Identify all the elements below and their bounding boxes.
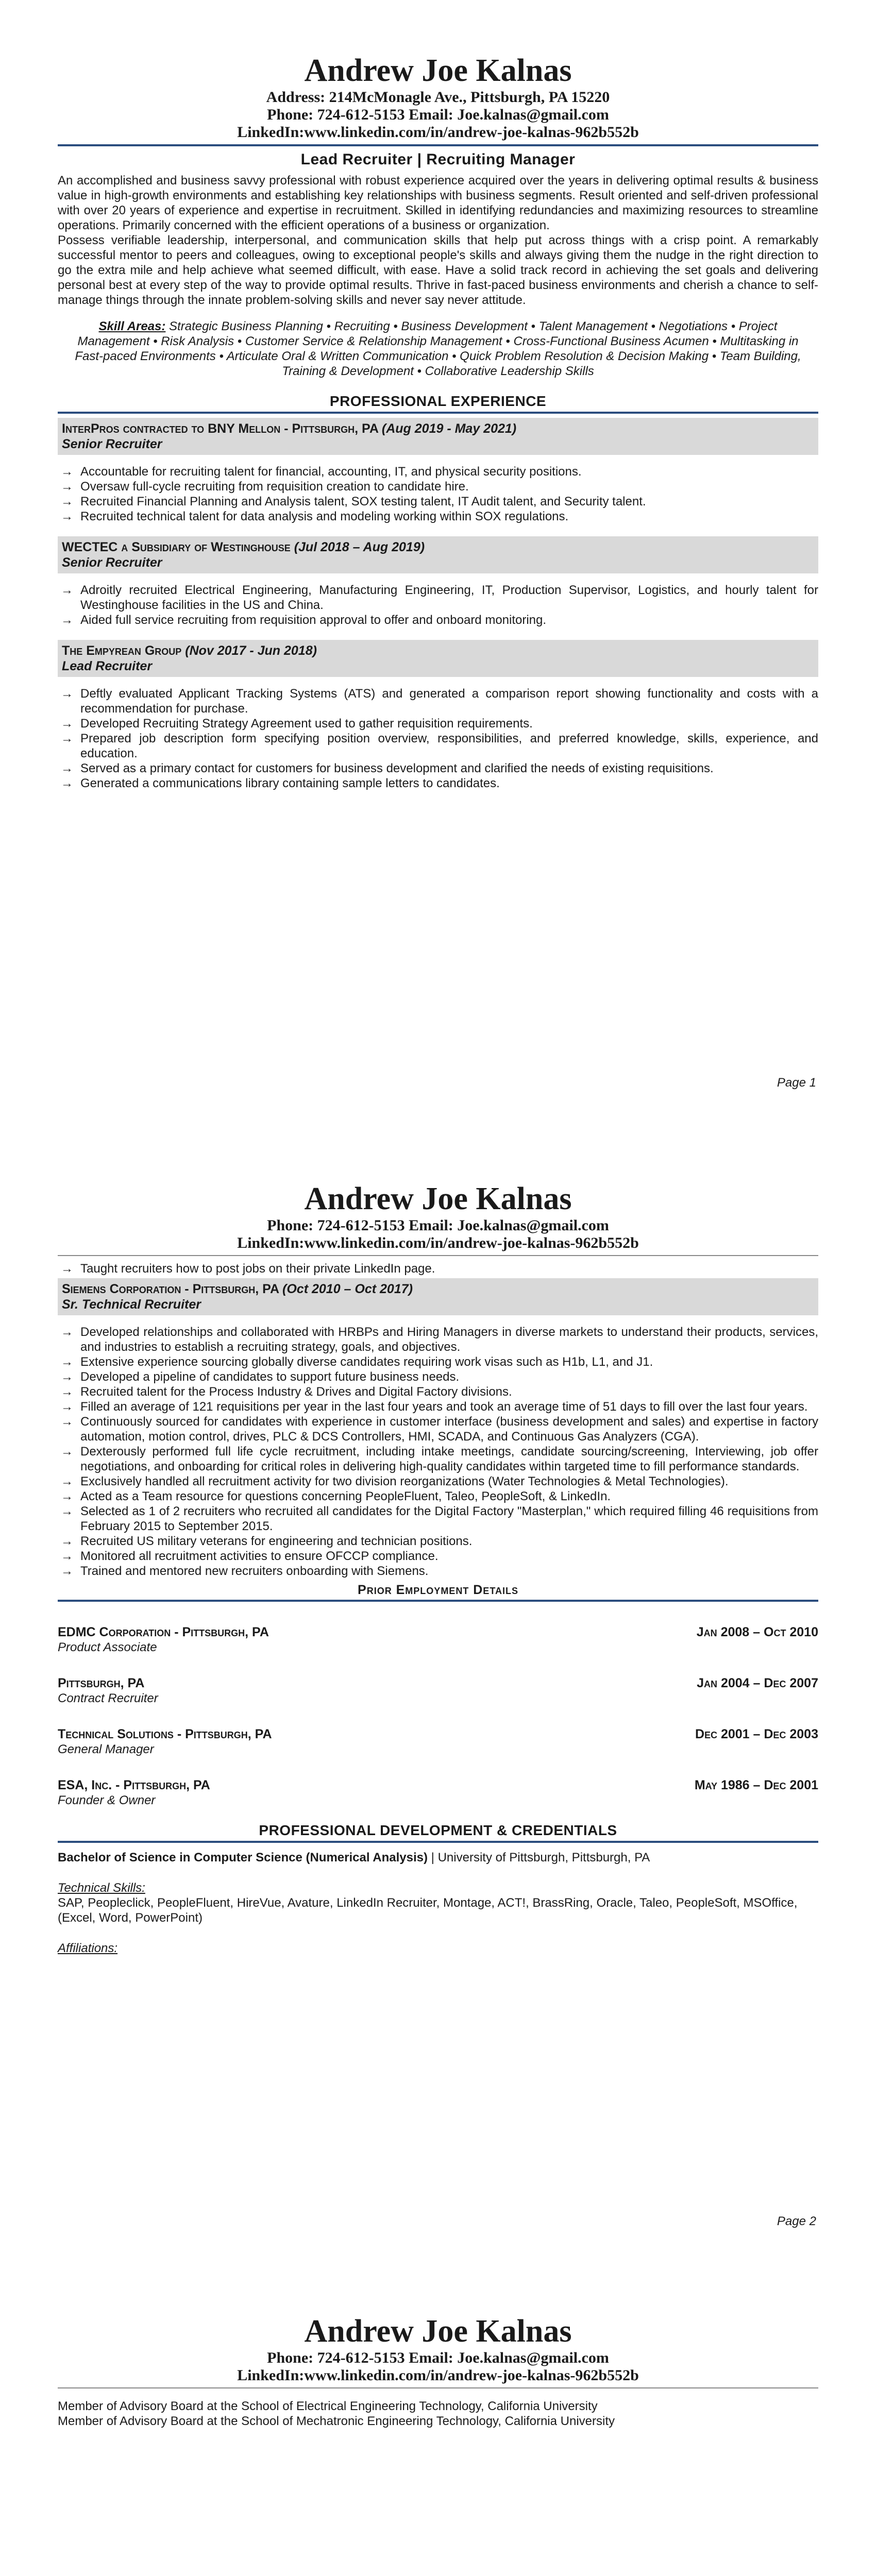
list-item: → Monitored all recruitment activities to ensure OFCCP compliance. [61, 1549, 439, 1563]
address: Address: 214McMonagle Ave., Pittsburgh, PA 15220 [266, 89, 610, 106]
job-role: Senior Recruiter [62, 555, 162, 570]
list-item: → Developed relationships and collaborated with HRBPs and Hiring Managers in diverse markets to understand their products, services, and industries to establish a recruiting strategy, goals, and objectives. [61, 1325, 818, 1354]
section-rule [58, 1600, 818, 1602]
job-employer: WECTEC a Subsidiary of Westinghouse [62, 540, 291, 554]
prior-company: Technical Solutions - Pittsburgh, PA [58, 1727, 272, 1741]
page-number: Page 1 [777, 1076, 816, 1090]
technical-skills-label: Technical Skills: [58, 1881, 145, 1895]
degree [58, 1850, 818, 1865]
summary-paragraph: Possess verifiable leadership, interpersonal, and communication skills that help put across things with a crisp point. A remarkably successful mentor to peers and colleagues, owing to exceptional people's skills and always giving them the nudge in the right direction to go the extra mile and help achieve what seemed difficult, with ease. Have a solid track record in achieving the set goals and delivering personal best at every step of the way to provide optimal results. Thrive in fast-paced business environments and cherish a chance to self-manage things through the innate problem-solving skills and never say never attitude. [58, 233, 818, 307]
prior-dates: Dec 2001 – Dec 2003 [695, 1727, 818, 1741]
resume-title: Lead Recruiter | Recruiting Manager [300, 151, 576, 168]
job-employer: InterPros contracted to BNY Mellon - Pittsburgh, PA [62, 421, 378, 436]
phone-email: Phone: 724-612-5153 Email: Joe.kalnas@gmail.com [267, 2349, 609, 2366]
prior-dates: Jan 2004 – Dec 2007 [697, 1676, 818, 1690]
list-item: → Extensive experience sourcing globally diverse candidates requiring work visas such as H1b, L1, and J1. [61, 1355, 653, 1369]
list-item [58, 1675, 818, 1706]
job-bullets [58, 1261, 818, 1276]
candidate-name: Andrew Joe Kalnas [304, 2314, 572, 2349]
job-role: Senior Recruiter [62, 437, 162, 451]
prior-role: Product Associate [58, 1640, 157, 1654]
summary-paragraph: An accomplished and business savvy professional with robust experience acquired over the years in delivering optimal results & business value in high-growth environments and establishing key relationships with business segments. Result oriented and self-driven professional with over 20 years of experience and expertise in recruitment. Skilled in identifying redundancies and maximizing resources to streamline operations. Primarily concerned with the efficient operations of a business or organization. [58, 174, 818, 232]
list-item: → Acted as a Team resource for questions concerning PeopleFluent, Taleo, PeopleSoft, & LinkedIn. [61, 1489, 611, 1503]
job-dates: (Jul 2018 – Aug 2019) [294, 540, 425, 554]
job-bullets [58, 1325, 818, 1579]
header-rule [58, 144, 818, 146]
degree-school: | University of Pittsburgh, Pittsburgh, PA [428, 1851, 650, 1865]
phone-email: Phone: 724-612-5153 Email: Joe.kalnas@gmail.com [267, 106, 609, 123]
list-item: → Recruited technical talent for data analysis and modeling working within SOX regulations. [61, 510, 569, 523]
job-header [58, 640, 818, 677]
list-item: → Taught recruiters how to post jobs on their private LinkedIn page. [61, 1262, 435, 1276]
prior-company: ESA, Inc. - Pittsburgh, PA [58, 1778, 210, 1792]
list-item: → Accountable for recruiting talent for financial, accounting, IT, and physical security positions. [61, 465, 582, 479]
credentials-title: PROFESSIONAL DEVELOPMENT & CREDENTIALS [259, 1822, 617, 1838]
list-item: → Dexterously performed full life cycle recruitment, including intake meetings, candidate sourcing/screening, Interviewing, job offer negotiations, and onboarding for critical roles in delivering high-quality candidates within targeted time to fill performance standards. [61, 1445, 818, 1473]
list-item: → Filled an average of 121 requisitions per year in the last four years and took an average time of 51 days to fill over the last four years. [61, 1400, 808, 1414]
job-dates: (Oct 2010 – Oct 2017) [282, 1282, 413, 1296]
list-item: → Developed a pipeline of candidates to support future business needs. [61, 1370, 460, 1384]
job-bullets [58, 583, 818, 628]
list-item: → Recruited US military veterans for engineering and technician positions. [61, 1534, 473, 1548]
skill-areas-label: Skill Areas: [98, 319, 166, 333]
affiliations-label: Affiliations: [58, 1941, 118, 1955]
job-header [58, 1278, 818, 1315]
list-item: → Served as a primary contact for customers for business development and clarified the needs of existing requisitions. [61, 761, 714, 775]
linkedin: LinkedIn:www.linkedin.com/in/andrew-joe-kalnas-962b552b [237, 124, 639, 141]
list-item: → Exclusively handled all recruitment activity for two division reorganizations (Water Technologies & Metal Technologies). [61, 1475, 729, 1488]
job-header [58, 418, 818, 455]
affiliations-list [58, 2399, 818, 2429]
prior-employment-title: Prior Employment Details [358, 1583, 518, 1597]
list-item: → Oversaw full-cycle recruiting from requisition creation to candidate hire. [61, 480, 469, 494]
job-dates: (Aug 2019 - May 2021) [381, 421, 517, 436]
header-rule [58, 2387, 818, 2388]
list-item [58, 1726, 818, 1757]
prior-role: Founder & Owner [58, 1793, 156, 1807]
skill-areas-text: Strategic Business Planning • Recruiting • Business Development • Talent Management • Negotiations • Project Management • Risk Analysis • Customer Service & Relationship Management • Cross-Functional Business Acumen • Multitasking in Fast-paced Environments • Articulate Oral & Written Communication • Quick Problem Resolution & Decision Making • Team Building, Training & Development • Collaborative Leadership Skills [75, 319, 801, 378]
job-bullets [58, 464, 818, 524]
prior-company: Pittsburgh, PA [58, 1676, 145, 1690]
job-employer: Siemens Corporation - Pittsburgh, PA [62, 1282, 279, 1296]
job-role: Lead Recruiter [62, 659, 153, 673]
job-bullets [58, 686, 818, 791]
page-number: Page 2 [777, 2214, 816, 2228]
list-item: → Recruited talent for the Process Industry & Drives and Digital Factory divisions. [61, 1385, 512, 1399]
candidate-name: Andrew Joe Kalnas [304, 1181, 572, 1216]
skill-areas [58, 319, 818, 379]
job-role: Sr. Technical Recruiter [62, 1297, 201, 1312]
job-employer: The Empyrean Group [62, 643, 182, 658]
prior-employment-list [58, 1624, 818, 1808]
list-item: → Prepared job description form specifying position overview, responsibilities, and preferred knowledge, skills, experience, and education. [61, 732, 818, 760]
list-item: → Deftly evaluated Applicant Tracking Systems (ATS) and generated a comparison report showing functionality and costs with a recommendation for purchase. [61, 687, 818, 716]
job-header [58, 536, 818, 573]
section-rule [58, 1841, 818, 1843]
section-rule [58, 412, 818, 414]
list-item: → Selected as 1 of 2 recruiters who recruited all candidates for the Digital Factory "Masterplan," which required filling 46 requisitions from February 2015 to September 2015. [61, 1504, 818, 1533]
job-dates: (Nov 2017 - Jun 2018) [185, 643, 317, 658]
candidate-name: Andrew Joe Kalnas [304, 53, 572, 88]
linkedin: LinkedIn:www.linkedin.com/in/andrew-joe-kalnas-962b552b [237, 2367, 639, 2384]
prior-dates: Jan 2008 – Oct 2010 [696, 1625, 818, 1639]
list-item [58, 1624, 818, 1655]
list-item: → Adroitly recruited Electrical Engineering, Manufacturing Engineering, IT, Production Supervisor, Logistics, and hourly talent for Westinghouse facilities in the US and China. [61, 583, 818, 612]
list-item: → Aided full service recruiting from requisition approval to offer and onboard monitoring. [61, 613, 547, 627]
prior-dates: May 1986 – Dec 2001 [694, 1778, 818, 1792]
list-item: → Developed Recruiting Strategy Agreement used to gather requisition requirements. [61, 717, 533, 731]
prior-role: Contract Recruiter [58, 1691, 158, 1705]
list-item [58, 1777, 818, 1808]
linkedin: LinkedIn:www.linkedin.com/in/andrew-joe-kalnas-962b552b [237, 1234, 639, 1251]
prior-role: General Manager [58, 1742, 154, 1756]
list-item: → Trained and mentored new recruiters onboarding with Siemens. [61, 1564, 429, 1578]
degree-name: Bachelor of Science in Computer Science (Numerical Analysis) [58, 1851, 428, 1865]
list-item: → Recruited Financial Planning and Analysis talent, SOX testing talent, IT Audit talent, and Security talent. [61, 495, 646, 509]
list-item: Member of Advisory Board at the School of Mechatronic Engineering Technology, California University [58, 2414, 615, 2428]
prior-company: EDMC Corporation - Pittsburgh, PA [58, 1625, 269, 1639]
list-item: → Continuously sourced for candidates with experience in customer interface (business development and sales) and expertise in factory automation, motion control, drives, PLC & DCS Controllers, HMI, SCADA, and Continuous Gas Analyzers (CGA). [61, 1415, 818, 1444]
experience-title: PROFESSIONAL EXPERIENCE [329, 393, 547, 409]
header-rule [58, 1255, 818, 1256]
technical-skills-text: SAP, Peopleclick, PeopleFluent, HireVue, Avature, LinkedIn Recruiter, Montage, ACT!, BrassRing, Oracle, Taleo, PeopleSoft, MSOffice, (Excel, Word, PowerPoint) [58, 1896, 798, 1925]
list-item: Member of Advisory Board at the School of Electrical Engineering Technology, California University [58, 2399, 598, 2413]
phone-email: Phone: 724-612-5153 Email: Joe.kalnas@gmail.com [267, 1217, 609, 1234]
list-item: → Generated a communications library containing sample letters to candidates. [61, 776, 500, 790]
